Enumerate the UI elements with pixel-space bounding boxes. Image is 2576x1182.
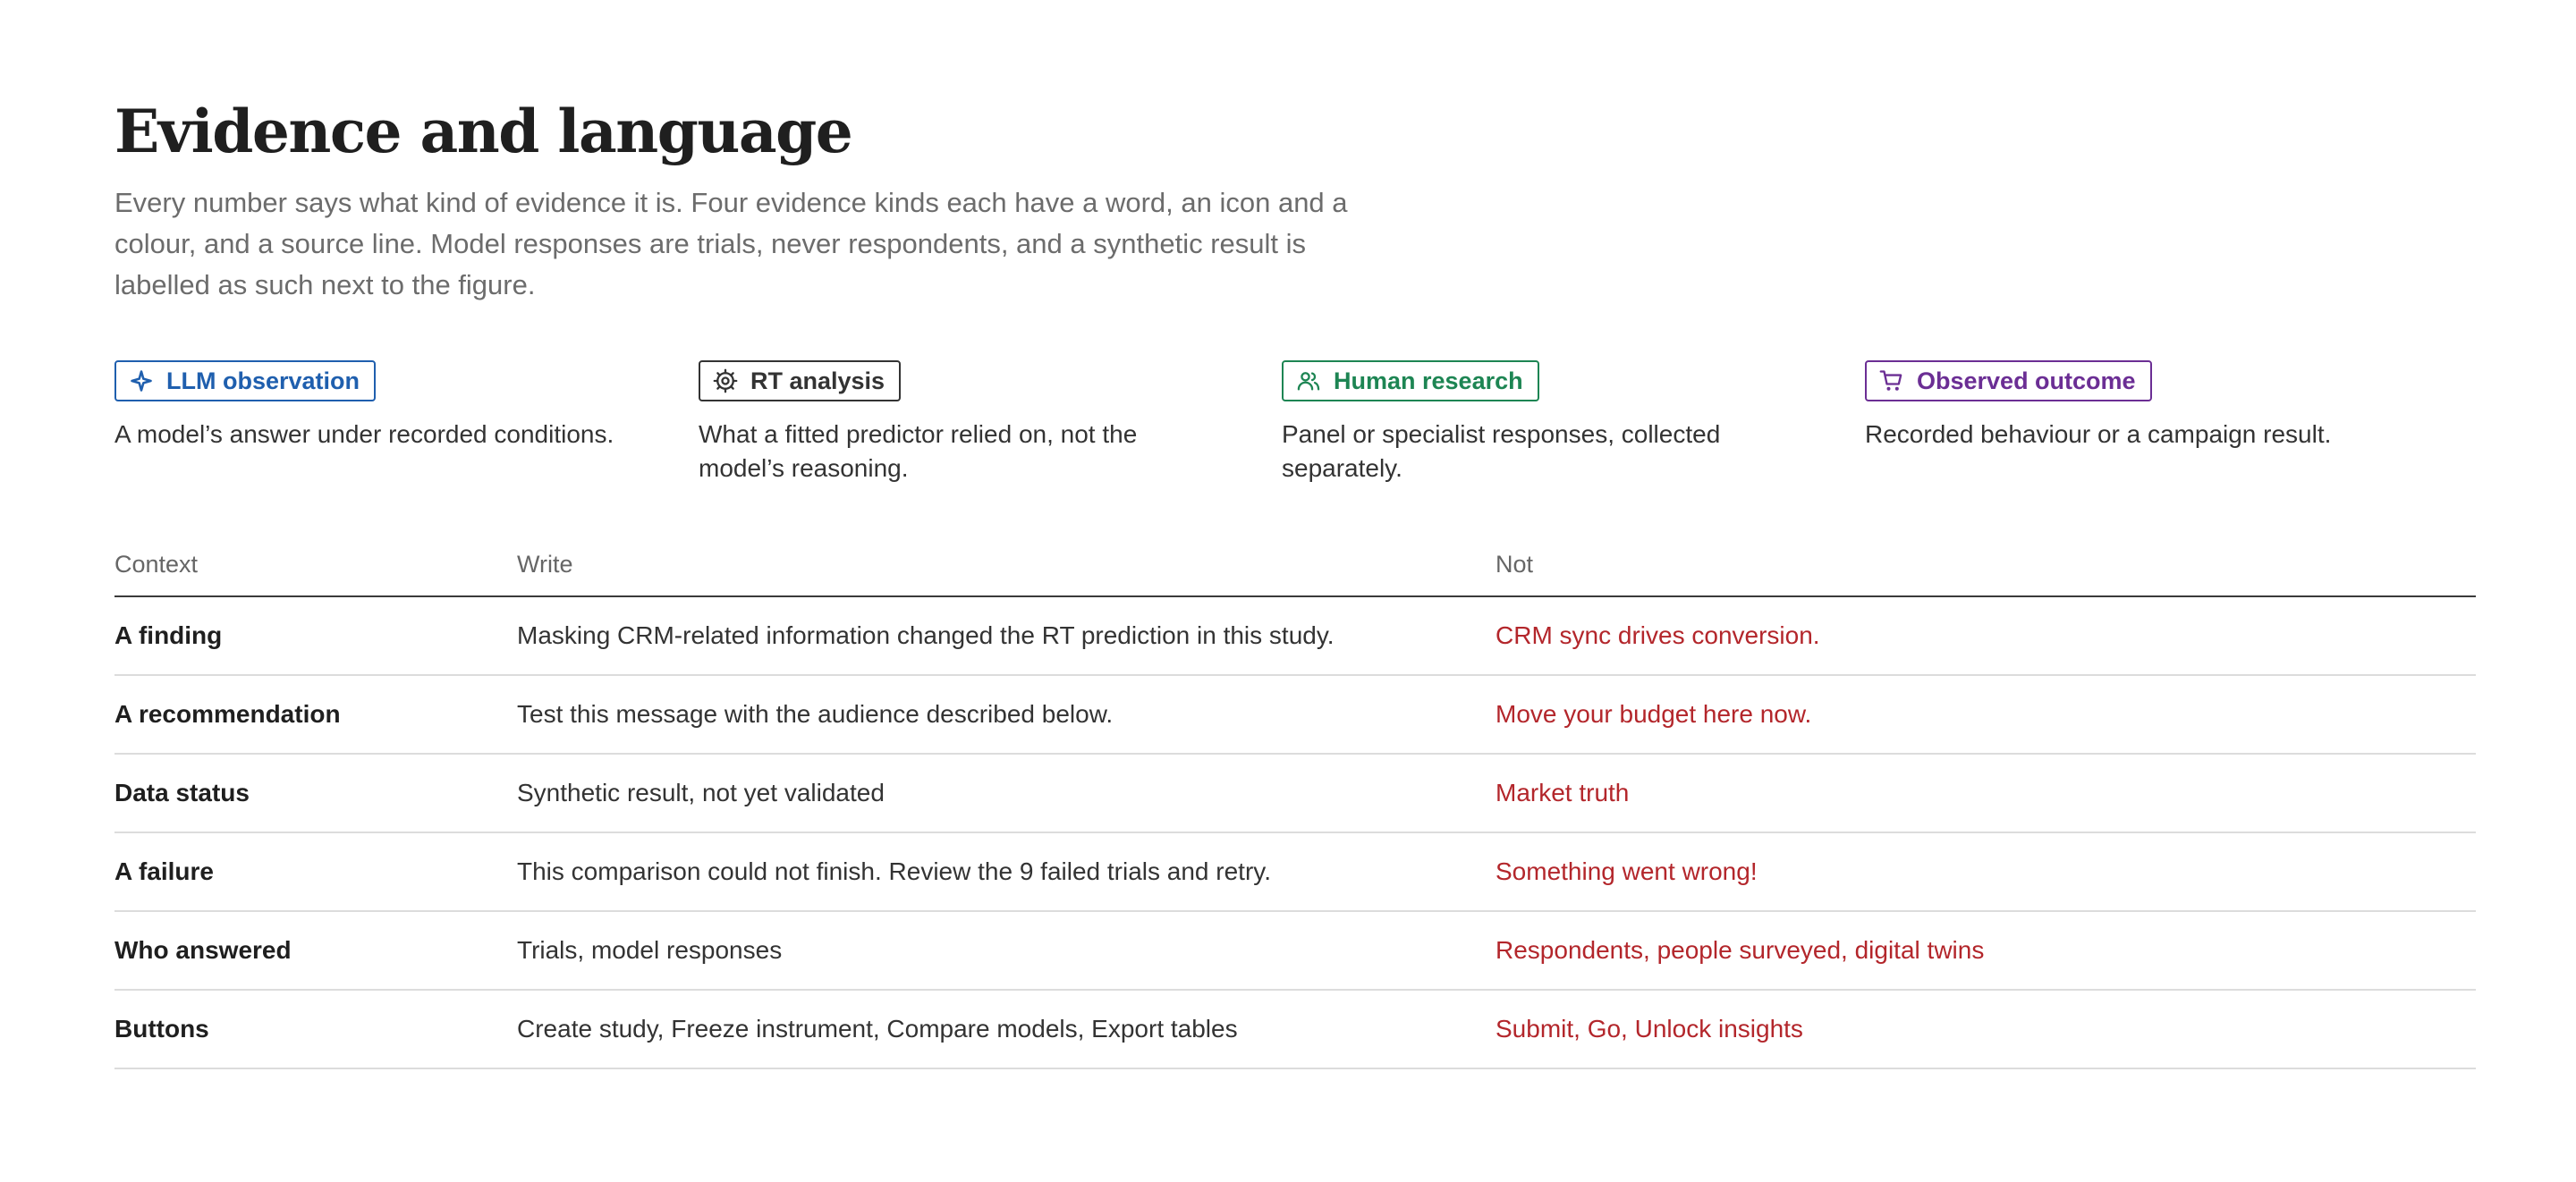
table-header: [114, 545, 2476, 597]
column-header-write: Write: [517, 551, 573, 578]
evidence-kind-human-research: [1282, 360, 1783, 485]
not-cell: Market truth: [1496, 779, 1630, 806]
evidence-kinds: [114, 360, 2476, 494]
evidence-kind-rt-analysis: [699, 360, 1199, 485]
evidence-kind-observed-outcome: [1865, 360, 2366, 452]
write-cell: Masking CRM-related information changed the RT prediction in this study.: [517, 621, 1335, 649]
evidence-kind-description: Recorded behaviour or a campaign result.: [1865, 420, 2332, 448]
write-cell: Create study, Freeze instrument, Compare models, Export tables: [517, 1015, 1238, 1043]
people-icon: [1296, 368, 1321, 393]
not-cell: Respondents, people surveyed, digital twins: [1496, 936, 1985, 964]
page-lede: Every number says what kind of evidence it is. Four evidence kinds each have a word, an icon and a colour, and a source line. Model responses are trials, never respondents, and a synthetic result is labelled as such next to the figure.: [114, 187, 1348, 300]
context-cell: Data status: [114, 779, 250, 806]
table-row: [114, 833, 2476, 912]
badge-label: Observed outcome: [1917, 367, 2136, 394]
evidence-kind-description: What a fitted predictor relied on, not the model’s reasoning.: [699, 420, 1138, 482]
context-cell: A finding: [114, 621, 223, 649]
badge-label: RT analysis: [750, 367, 886, 394]
badge-label: LLM observation: [166, 367, 360, 394]
human-research-badge: [1282, 360, 1539, 401]
evidence-kind-llm-observation: [114, 360, 615, 452]
gear-icon: [713, 368, 738, 393]
evidence-kind-description: A model’s answer under recorded conditions.: [114, 420, 614, 448]
context-cell: A failure: [114, 857, 214, 885]
page-title: Evidence and language: [114, 97, 852, 166]
column-header-not: Not: [1496, 551, 1534, 578]
evidence-kind-description: Panel or specialist responses, collected separately.: [1282, 420, 1721, 482]
column-header-context: Context: [114, 551, 199, 578]
observed-outcome-badge: [1865, 360, 2152, 401]
write-cell: Synthetic result, not yet validated: [517, 779, 885, 806]
cart-icon: [1879, 368, 1904, 393]
write-cell: Trials, model responses: [517, 936, 783, 964]
language-table: [114, 545, 2476, 1069]
sparkle-icon: [129, 368, 154, 393]
table-row: [114, 676, 2476, 755]
table-row: [114, 912, 2476, 991]
llm-observation-badge: [114, 360, 376, 401]
write-cell: This comparison could not finish. Review the 9 failed trials and retry.: [517, 857, 1271, 885]
context-cell: Who answered: [114, 936, 292, 964]
table-row: [114, 755, 2476, 833]
table-row: [114, 991, 2476, 1069]
rt-analysis-badge: [699, 360, 901, 401]
table-row: [114, 597, 2476, 676]
badge-label: Human research: [1334, 367, 1523, 394]
context-cell: A recommendation: [114, 700, 341, 728]
not-cell: Something went wrong!: [1496, 857, 1758, 885]
not-cell: Move your budget here now.: [1496, 700, 1812, 728]
not-cell: CRM sync drives conversion.: [1496, 621, 1820, 649]
not-cell: Submit, Go, Unlock insights: [1496, 1015, 1803, 1043]
context-cell: Buttons: [114, 1015, 209, 1043]
write-cell: Test this message with the audience described below.: [517, 700, 1114, 728]
